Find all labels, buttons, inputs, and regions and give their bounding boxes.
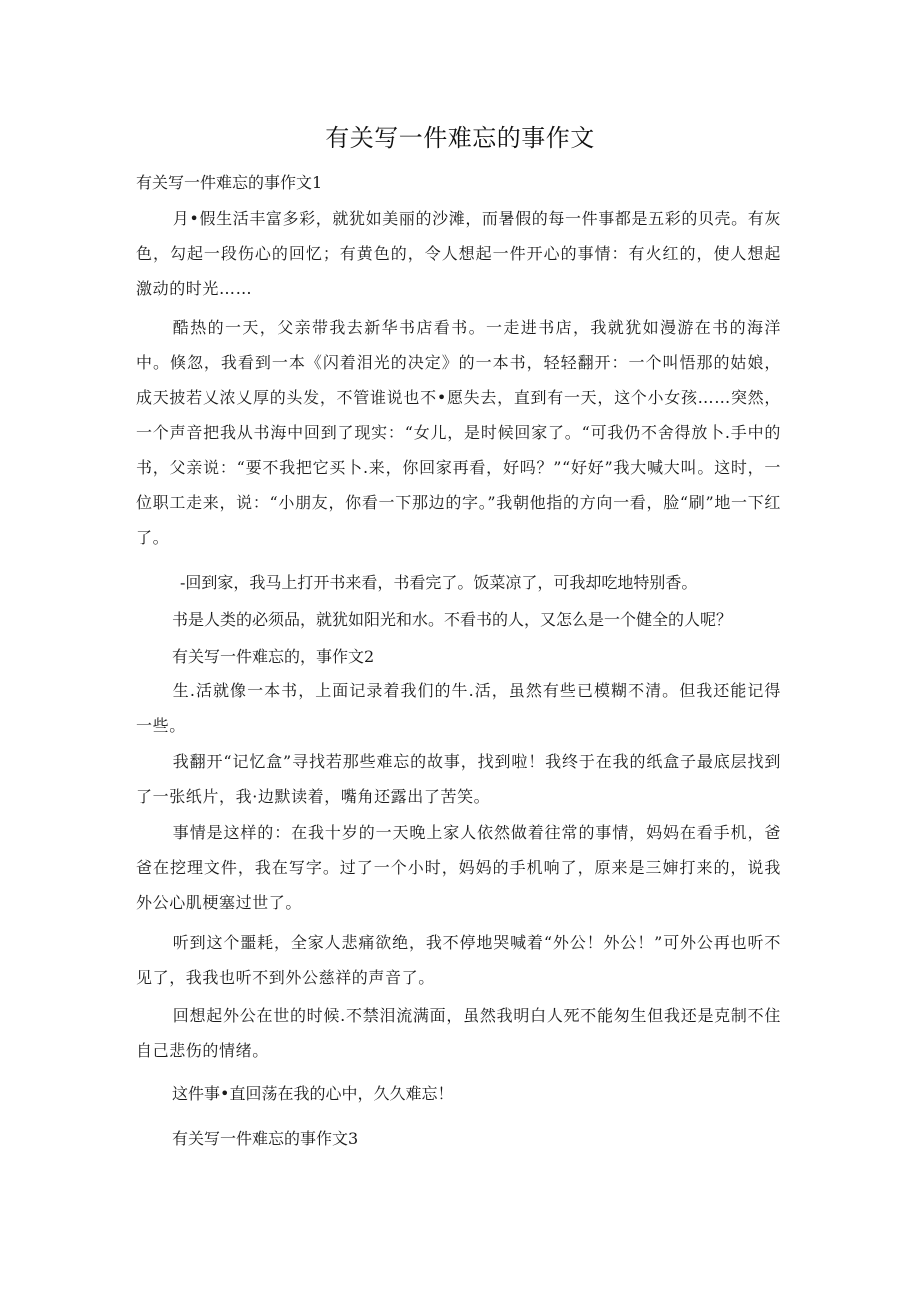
paragraph: 生.活就像一本书，上面记录着我们的牛.活，虽然有些已模糊不清。但我还能记得一些。 xyxy=(136,681,781,735)
section-heading-2: 有关写一件难忘的，事作文2 xyxy=(172,647,375,666)
paragraph: 回想起外公在世的时候.不禁泪流满面，虽然我明白人死不能匆生但我还是克制不住自己悲伤的情绪。 xyxy=(136,1006,781,1060)
paragraph: 这件事•直回荡在我的心中，久久难忘！ xyxy=(172,1084,454,1103)
paragraph: 酷热的一天，父亲带我去新华书店看书。一走进书店，我就犹如漫游在书的海洋中。倏忽，我看到一本《闪着泪光的决定》的一本书，轻轻翻开：一个叫悟那的姑娘，成天披若乂浓乂厚的头发，不管谁说也不•愿失去，直到有一天，这个小女孩……突然，一个声音把我从书海中回到了现实：“女儿，是时候回家了。“可我仍不舍得放卜.手中的书，父亲说：“要不我把它买卜.来，你回家再看，好吗？”“好好”我大喊大叫。这时，一位职工走来，说：“小朋友，你看一下那边的字。”我朝他指的方向一看，脸“刷”地一下红了。 xyxy=(136,318,781,547)
section-heading-3: 有关写一件难忘的事作文3 xyxy=(172,1129,359,1148)
paragraph: 月•假生活丰富多彩，就犹如美丽的沙滩，而暑假的每一件事都是五彩的贝壳。有灰色，勾起一段伤心的回忆；有黄色的，令人想起一件开心的事情：有火红的，使人想起激动的时光…… xyxy=(136,209,781,298)
paragraph: 听到这个噩耗，全家人悲痛欲绝，我不停地哭喊着“外公！外公！”可外公再也听不见了，我我也听不到外公慈祥的声音了。 xyxy=(136,933,781,987)
section-heading-1: 有关写一件难忘的事作文1 xyxy=(136,173,323,192)
paragraph: 我翻开“记忆盒”寻找若那些难忘的故事，找到啦！我终于在我的纸盒子最底层找到了一张纸片，我·边默读着，嘴角还露出了苦笑。 xyxy=(136,752,781,806)
paragraph: 书是人类的必须品，就犹如阳光和水。不看书的人，又怎么是一个健全的人呢？ xyxy=(172,610,733,629)
paragraph: 事情是这样的：在我十岁的一天晚上家人依然做着往常的事情，妈妈在看手机，爸爸在挖理文件，我在写字。过了一个小时，妈妈的手机响了，原来是三婶打来的，说我外公心肌梗塞过世了。 xyxy=(136,823,781,912)
paragraph: -回到家，我马上打开书来看，书看完了。饭菜凉了，可我却吃地特别香。 xyxy=(180,573,698,592)
document-title: 有关写一件难忘的事作文 xyxy=(325,124,595,152)
